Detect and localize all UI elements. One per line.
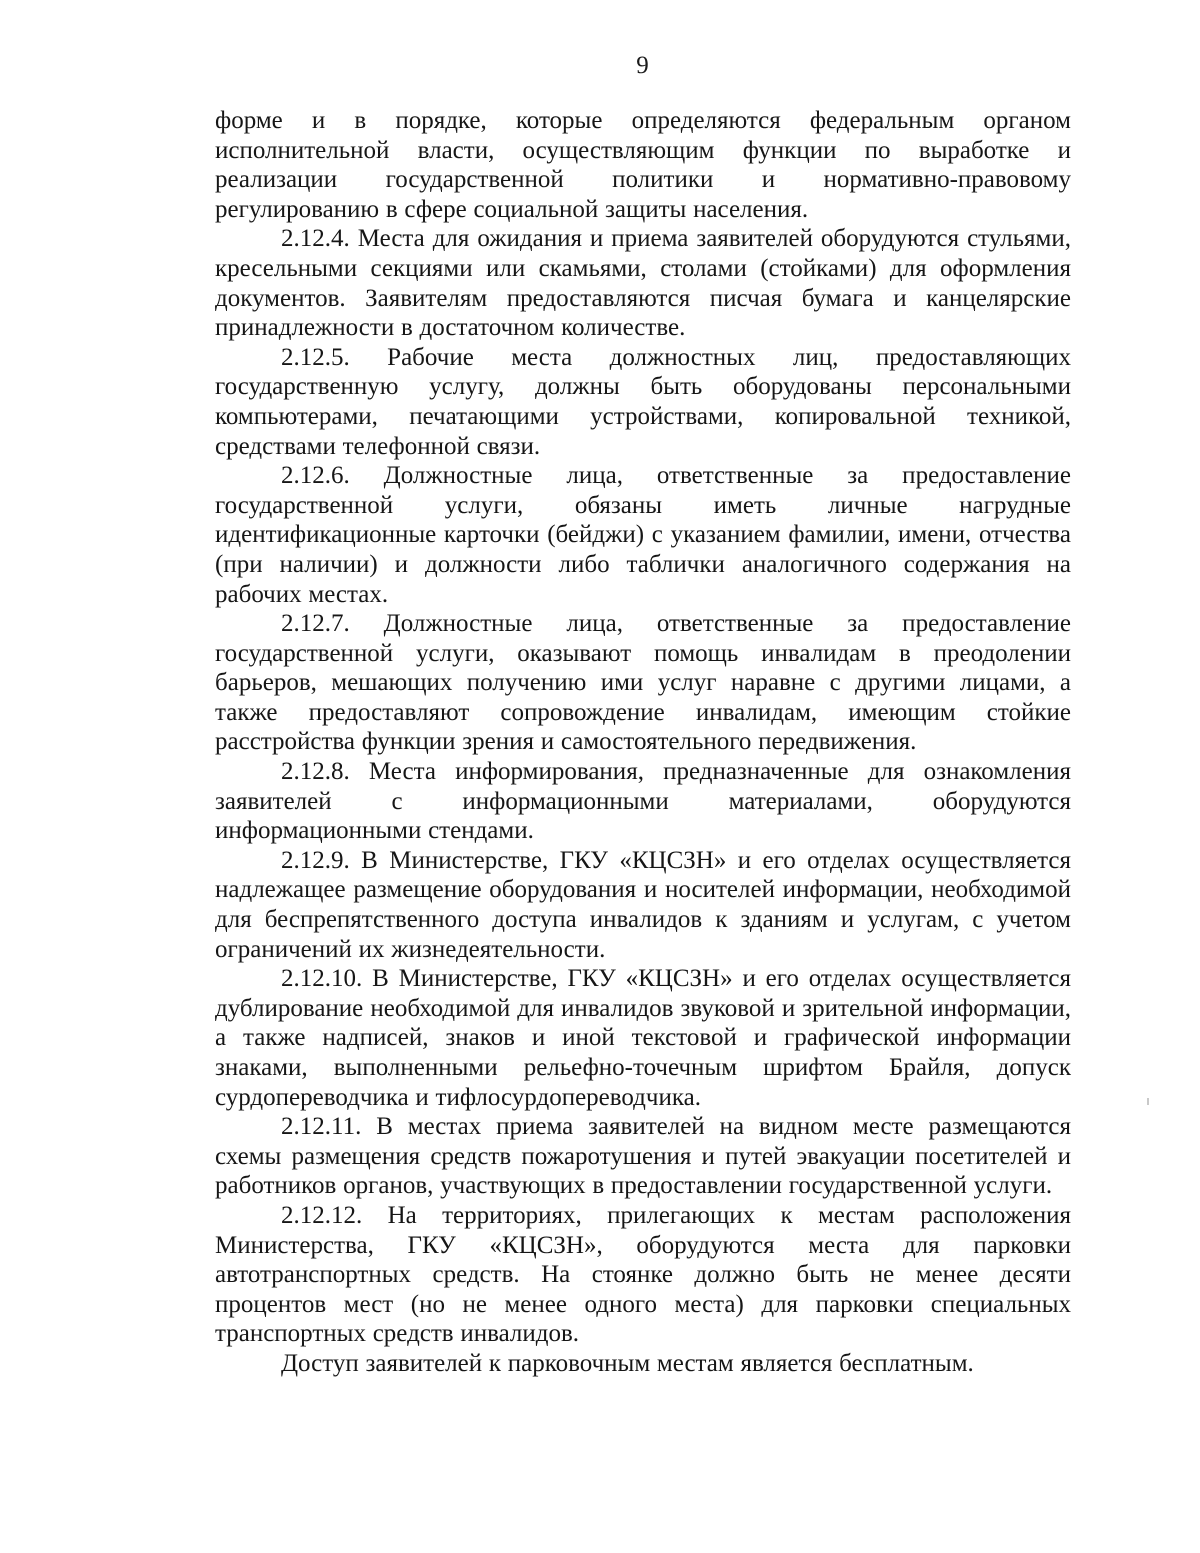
paragraph-continuation: форме и в порядке, которые определяются федеральным органом исполнительной власти, осуществляющим функции по выработке и реализации государственной политики и нормативно-правовому регулированию в сфере социальной защиты населения. bbox=[215, 107, 1071, 223]
paragraph-2-12-10: 2.12.10. В Министерстве, ГКУ «КЦСЗН» и его отделах осуществляется дублирование необходимой для инвалидов звуковой и зрительной информации, а также надписей, знаков и иной текстовой и графической информации знаками, выполненными рельефно-точечным шрифтом Брайля, допуск сурдопереводчика и тифлосурдопереводчика. bbox=[215, 965, 1071, 1111]
page-number: 9 bbox=[636, 52, 649, 79]
paragraph-2-12-8: 2.12.8. Места информирования, предназначенные для ознакомления заявителей с информационными материалами, оборудуются информационными стендами. bbox=[215, 758, 1071, 845]
scan-artifact bbox=[1147, 1098, 1149, 1105]
paragraph-2-12-6: 2.12.6. Должностные лица, ответственные за предоставление государственной услуги, обязаны иметь личные нагрудные идентификационные карточки (бейджи) с указанием фамилии, имени, отчества (при наличии) и должности либо таблички аналогичного содержания на рабочих местах. bbox=[215, 462, 1071, 608]
paragraph-parking-access: Доступ заявителей к парковочным местам является бесплатным. bbox=[281, 1349, 974, 1377]
document-body bbox=[215, 106, 1071, 1379]
paragraph-2-12-11: 2.12.11. В местах приема заявителей на видном месте размещаются схемы размещения средств пожаротушения и путей эвакуации посетителей и работников органов, участвующих в предоставлении государственной услуги. bbox=[215, 1113, 1071, 1200]
paragraph-2-12-9: 2.12.9. В Министерстве, ГКУ «КЦСЗН» и его отделах осуществляется надлежащее размещение оборудования и носителей информации, необходимой для беспрепятственного доступа инвалидов к зданиям и услугам, с учетом ограничений их жизнедеятельности. bbox=[215, 846, 1071, 963]
paragraph-2-12-7: 2.12.7. Должностные лица, ответственные за предоставление государственной услуги, оказывают помощь инвалидам в преодолении барьеров, мешающих получению ими услуг наравне с другими лицами, а также предоставляют сопровождение инвалидам, имеющим стойкие расстройства функции зрения и самостоятельного передвижения. bbox=[215, 610, 1071, 756]
paragraph-2-12-4: 2.12.4. Места для ожидания и приема заявителей оборудуются стульями, кресельными секциями или скамьями, столами (стойками) для оформления документов. Заявителям предоставляются писчая бумага и канцелярские принадлежности в достаточном количестве. bbox=[215, 225, 1071, 342]
paragraph-2-12-5: 2.12.5. Рабочие места должностных лиц, предоставляющих государственную услугу, должны быть оборудованы персональными компьютерами, печатающими устройствами, копировальной техникой, средствами телефонной связи. bbox=[215, 343, 1071, 460]
paragraph-2-12-12: 2.12.12. На территориях, прилегающих к местам расположения Министерства, ГКУ «КЦСЗН», оборудуются места для парковки автотранспортных средств. На стоянке должно быть не менее десяти процентов мест (но не менее одного места) для парковки специальных транспортных средств инвалидов. bbox=[215, 1201, 1071, 1348]
